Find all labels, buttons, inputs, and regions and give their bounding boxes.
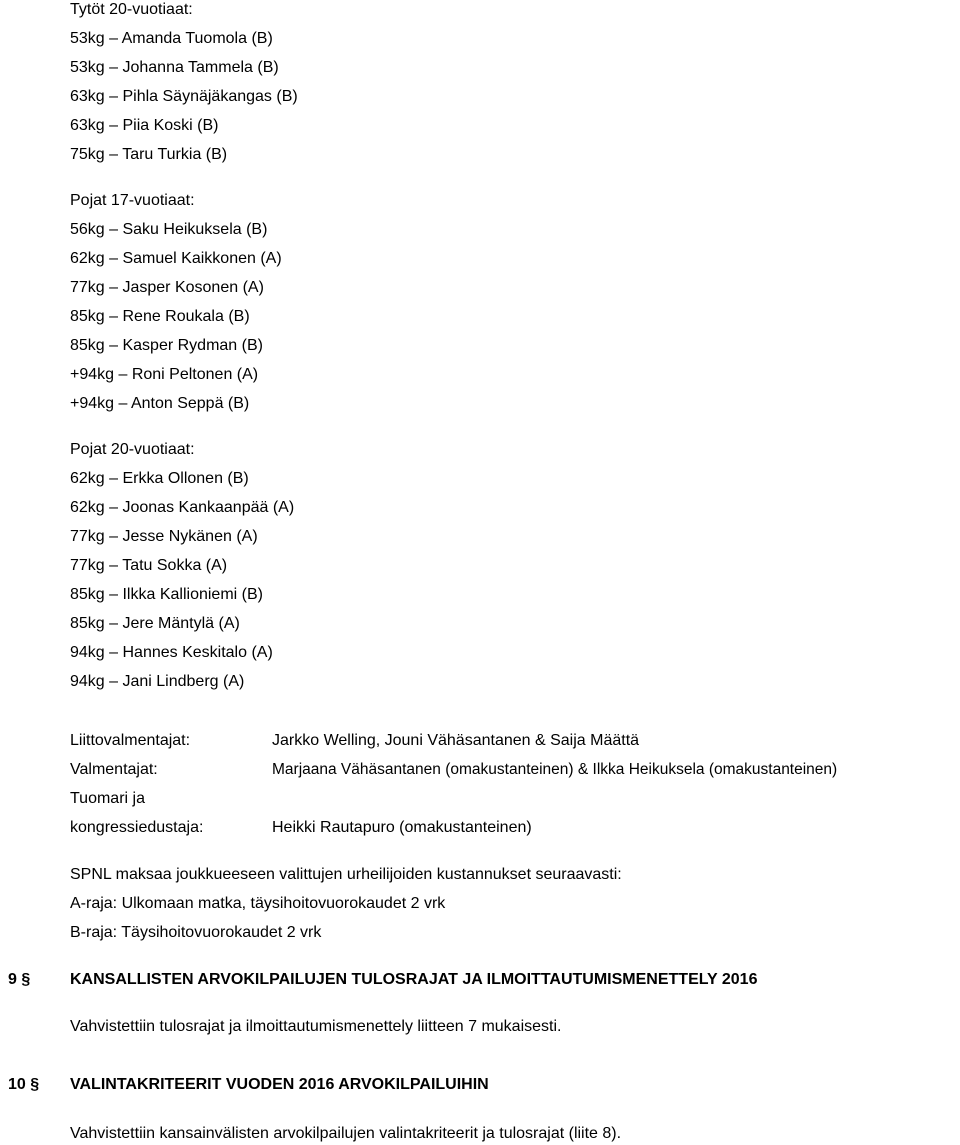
federation-coaches-label: Liittovalmentajat: <box>70 732 191 749</box>
costs-intro: SPNL maksaa joukkueeseen valittujen urheilijoiden kustannukset seuraavasti: <box>70 866 622 883</box>
coaches-label: Valmentajat: <box>70 761 158 778</box>
list-item: 85kg – Jere Mäntylä (A) <box>70 615 240 632</box>
list-item: 77kg – Jasper Kosonen (A) <box>70 279 264 296</box>
list-item: 63kg – Piia Koski (B) <box>70 117 219 134</box>
boys-17-heading: Pojat 17-vuotiaat: <box>70 192 195 209</box>
list-item: 85kg – Ilkka Kallioniemi (B) <box>70 586 263 603</box>
list-item: 62kg – Joonas Kankaanpää (A) <box>70 499 295 516</box>
federation-coaches-value: Jarkko Welling, Jouni Vähäsantanen & Saija Määttä <box>272 732 640 749</box>
list-item: 62kg – Samuel Kaikkonen (A) <box>70 250 282 267</box>
referee-label-line-1: Tuomari ja <box>70 790 145 807</box>
list-item: 53kg – Amanda Tuomola (B) <box>70 30 273 47</box>
boys-20-heading: Pojat 20-vuotiaat: <box>70 441 195 458</box>
referee-value: Heikki Rautapuro (omakustanteinen) <box>272 819 532 836</box>
list-item: 94kg – Hannes Keskitalo (A) <box>70 644 273 661</box>
referee-label-line-2: kongressiedustaja: <box>70 819 204 836</box>
list-item: 85kg – Rene Roukala (B) <box>70 308 250 325</box>
section-9-number: 9 § <box>8 971 31 988</box>
list-item: 77kg – Tatu Sokka (A) <box>70 557 228 574</box>
list-item: 53kg – Johanna Tammela (B) <box>70 59 279 76</box>
section-10-number: 10 § <box>8 1076 40 1093</box>
girls-20-heading: Tytöt 20-vuotiaat: <box>70 1 193 18</box>
list-item: 85kg – Kasper Rydman (B) <box>70 337 263 354</box>
section-9-body: Vahvistettiin tulosrajat ja ilmoittautumismenettely liitteen 7 mukaisesti. <box>70 1018 562 1035</box>
coaches-value: Marjaana Vähäsantanen (omakustanteinen) & Ilkka Heikuksela (omakustanteinen) <box>272 761 838 778</box>
costs-a-limit: A-raja: Ulkomaan matka, täysihoitovuorokaudet 2 vrk <box>70 895 446 912</box>
list-item: 63kg – Pihla Säynäjäkangas (B) <box>70 88 298 105</box>
section-10-title: VALINTAKRITEERIT VUODEN 2016 ARVOKILPAILUIHIN <box>70 1076 489 1093</box>
list-item: +94kg – Anton Seppä (B) <box>70 395 250 412</box>
section-9-title: KANSALLISTEN ARVOKILPAILUJEN TULOSRAJAT JA ILMOITTAUTUMISMENETTELY 2016 <box>70 971 758 988</box>
list-item: 62kg – Erkka Ollonen (B) <box>70 470 249 487</box>
list-item: 77kg – Jesse Nykänen (A) <box>70 528 258 545</box>
list-item: 56kg – Saku Heikuksela (B) <box>70 221 268 238</box>
list-item: 75kg – Taru Turkia (B) <box>70 146 228 163</box>
section-10-body: Vahvistettiin kansainvälisten arvokilpailujen valintakriteerit ja tulosrajat (liite 8). <box>70 1125 622 1142</box>
costs-b-limit: B-raja: Täysihoitovuorokaudet 2 vrk <box>70 924 322 941</box>
list-item: 94kg – Jani Lindberg (A) <box>70 673 245 690</box>
list-item: +94kg – Roni Peltonen (A) <box>70 366 259 383</box>
